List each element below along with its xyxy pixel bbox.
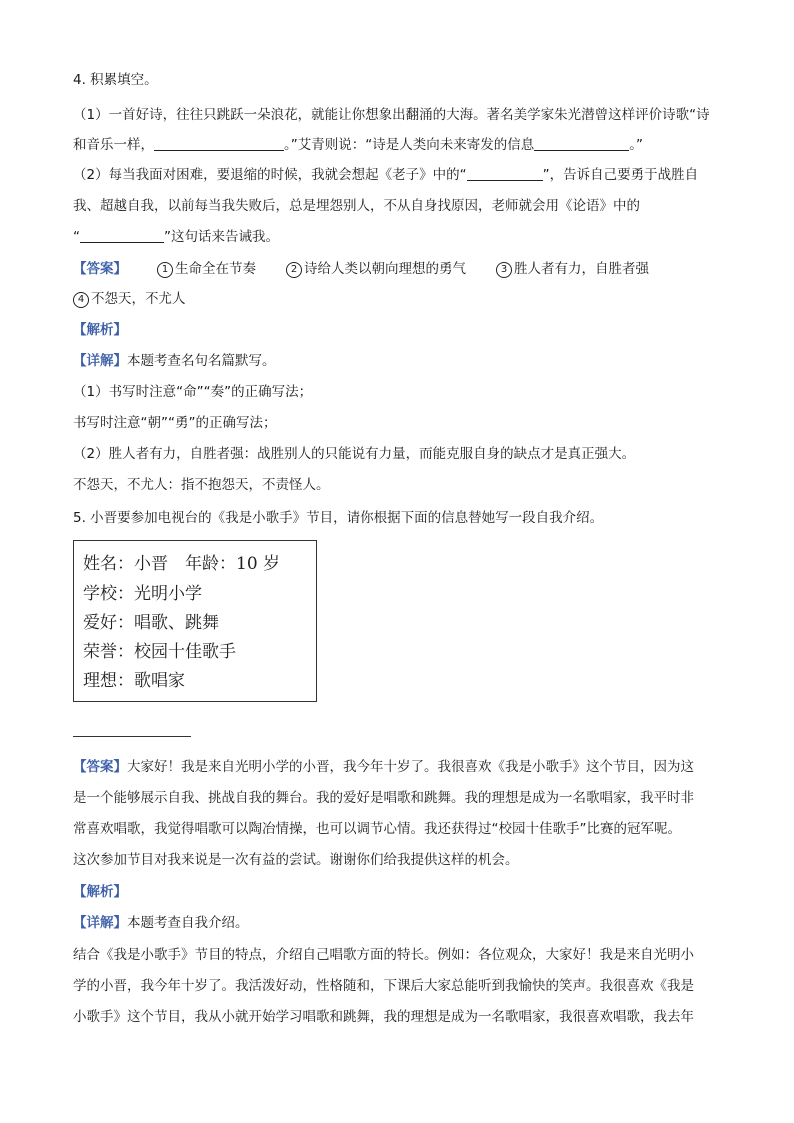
q5-answer-line3: 常喜欢唱歌，我觉得唱歌可以陶冶情操，也可以调节心情。我还获得过“校园十佳歌手”比赛的冠军呢。 [73,821,681,837]
q4-detail-4: 不怨天，不尤人：指不抱怨天，不责怪人。 [73,477,330,493]
answer-2: 诗给人类以朝向理想的勇气 [304,261,466,277]
q4-part1-line1: （1）一首好诗，往往只跳跃一朵浪花，就能让你想象出翻涌的大海。著名美学家朱光潜曾这样评价诗歌“诗 [73,107,710,123]
q5-detail-line2: 学的小晋，我今年十岁了。我活泼好动，性格随和，下课后大家总能听到我愉快的笑声。我很喜欢《我是 [73,978,694,994]
circled-number-3: 3 [496,262,512,278]
q4-part2-line3 [73,225,279,245]
q5-detail [73,911,249,931]
info-box [73,540,317,702]
q4-part1-text-b: 。”艾青则说：“诗是人类向未来寄发的信息 [284,137,535,153]
answer-4: 不怨天，不尤人 [91,291,186,307]
q4-answer-line2 [73,287,186,308]
answer-label: 【答案】 [73,759,127,775]
fill-blank-2[interactable] [534,136,629,151]
q5-title: 5. 小晋要参加电视台的《我是小歌手》节目，请你根据下面的信息替她写一段自我介绍。 [73,510,604,526]
q5-answer-line2: 是一个能够展示自我、挑战自我的舞台。我的爱好是唱歌和跳舞。我的理想是成为一名歌唱家，我平时非 [73,790,694,806]
q4-answer-line1 [73,257,649,278]
q4-detail-3: （2）胜人者有力，自胜者强：战胜别人的只能说有力量，而能克服自身的缺点才是真正强大。 [73,446,636,462]
q4-detail [73,349,276,369]
q4-part2-text-d: ”这句话来告诫我。 [164,229,279,245]
circled-number-1: 1 [157,262,173,278]
detail-label: 【详解】 [73,353,127,369]
q4-detail-1: （1）书写时注意“命”“奏”的正确写法； [73,384,313,400]
answer-1: 生命全在节奏 [175,261,256,277]
answer-label: 【答案】 [73,261,127,277]
q5-answer-line4: 这次参加节目对我来说是一次有益的尝试。谢谢你们给我提供这样的机会。 [73,852,519,868]
detail-text: 本题考查名句名篇默写。 [127,353,276,369]
q4-title: 4. 积累填空。 [73,72,158,88]
answer-line [73,736,191,737]
q4-analysis-label: 【解析】 [73,322,127,338]
q5-detail-line1: 结合《我是小歌手》节目的特点，介绍自己唱歌方面的特长。例如：各位观众，大家好！我是来自光明小 [73,947,694,963]
q5-answer-line1 [73,755,694,775]
info-school: 学校：光明小学 [83,584,202,604]
info-dream: 理想：歌唱家 [83,671,185,691]
q5-analysis-label: 【解析】 [73,884,127,900]
q4-part2-text-a: （2）每当我面对困难，要退缩的时候，我就会想起《老子》中的“ [73,167,467,183]
q4-part2-line1 [73,163,698,183]
q4-part2-line2: 我、超越自我，以前每当我失败后，总是埋怨别人，不从自身找原因，老师就会用《论语》中的 [73,198,640,214]
q4-detail-2: 书写时注意“朝”“勇”的正确写法； [73,415,277,431]
q4-part2-text-c: “ [73,229,80,245]
answer-3: 胜人者有力，自胜者强 [514,261,649,277]
fill-blank-4[interactable] [80,228,164,243]
answer-text-1: 大家好！我是来自光明小学的小晋，我今年十岁了。我很喜欢《我是小歌手》这个节目，因为这 [127,759,694,775]
circled-number-2: 2 [286,262,302,278]
info-honor: 荣誉：校园十佳歌手 [83,642,236,662]
detail-text: 本题考查自我介绍。 [127,915,249,931]
info-hobby: 爱好：唱歌、跳舞 [83,613,219,633]
q4-part1-line2 [73,133,643,153]
q5-detail-line3: 小歌手》这个节目，我从小就开始学习唱歌和跳舞，我的理想是成为一名歌唱家，我很喜欢唱歌，我去年 [73,1009,694,1025]
detail-label: 【详解】 [73,915,127,931]
info-name-age: 姓名：小晋 年龄：10 岁 [83,554,281,574]
circled-number-4: 4 [73,292,89,308]
q4-part1-text-c: 。” [629,137,643,153]
q4-part2-text-b: ”，告诉自己要勇于战胜自 [542,167,699,183]
fill-blank-1[interactable] [154,136,284,151]
q4-part1-text-a: 和音乐一样， [73,137,154,153]
fill-blank-3[interactable] [467,166,543,181]
